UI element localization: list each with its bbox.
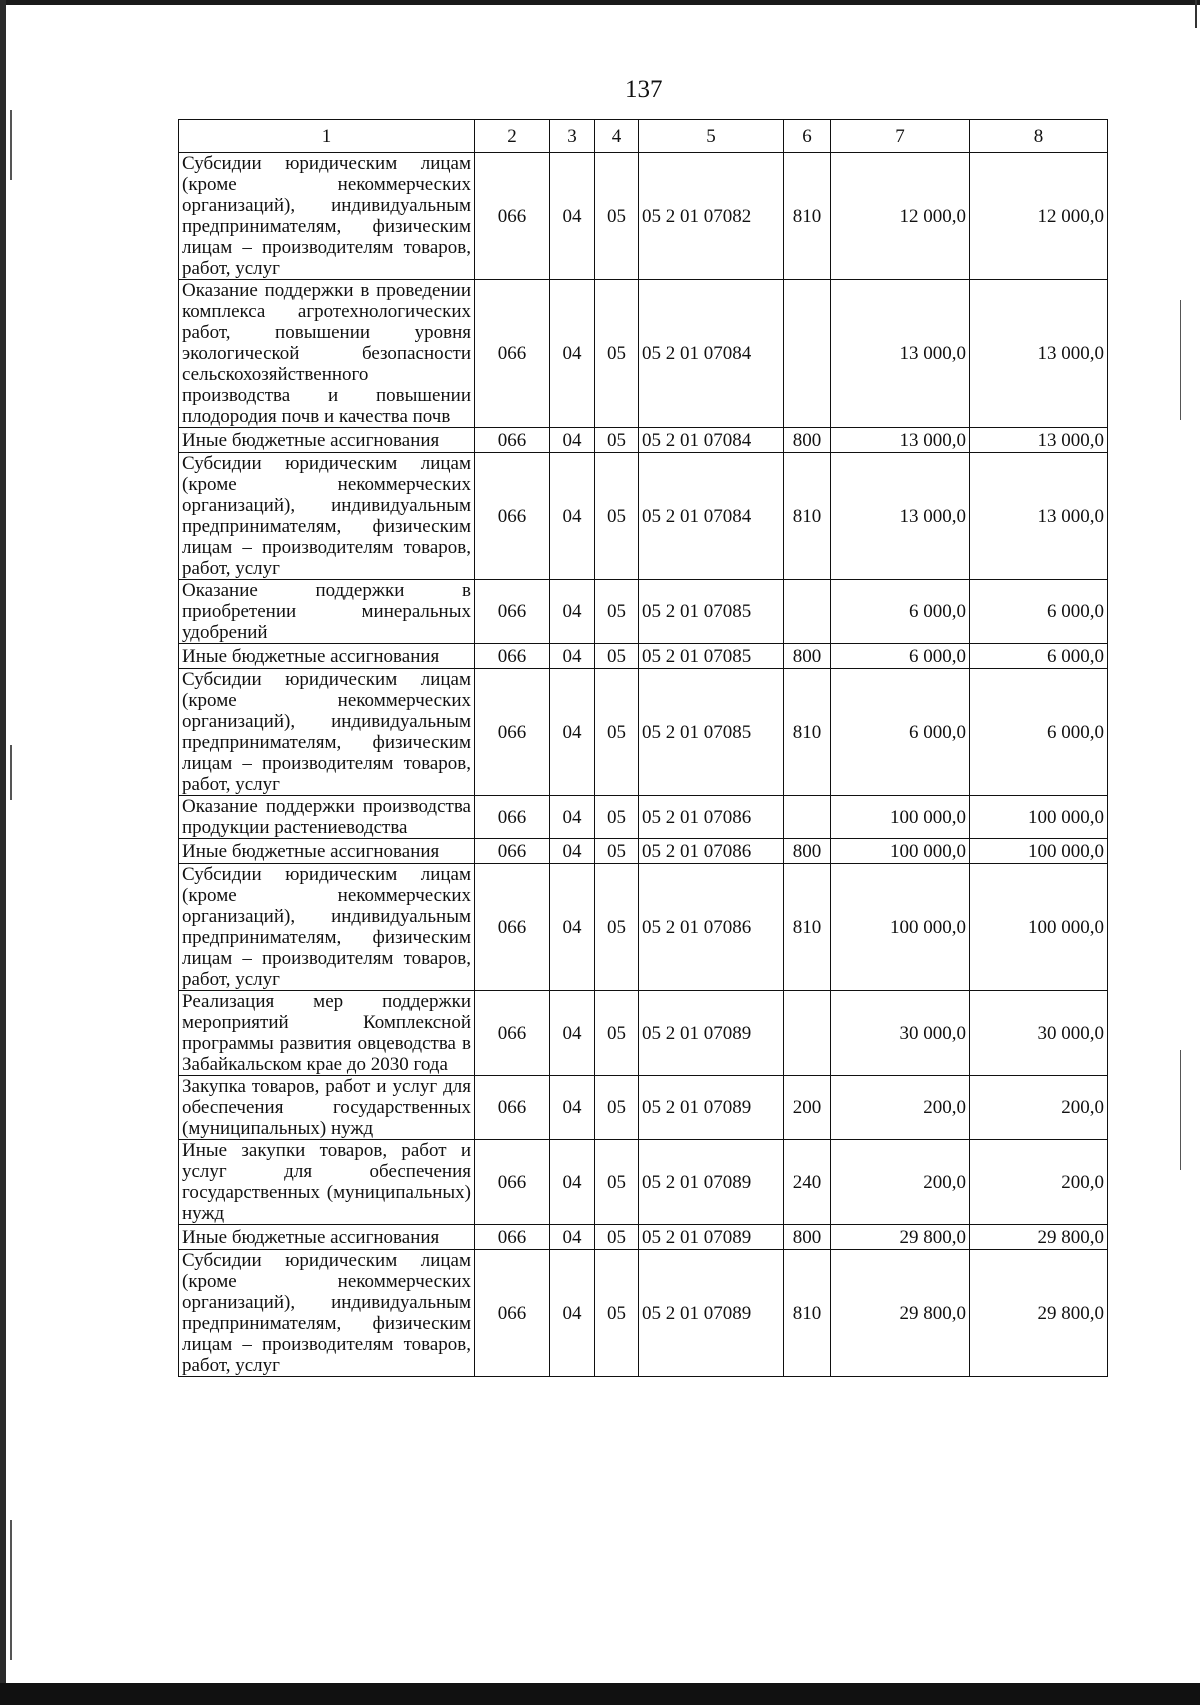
cell-amount-col7: 6 000,0: [831, 644, 970, 669]
table-row: [179, 1140, 1108, 1225]
cell-target-article: 05 2 01 07084: [639, 453, 784, 580]
page-number: 137: [625, 76, 663, 103]
cell-amount-col8: 6 000,0: [970, 669, 1108, 796]
cell-expense-type: 800: [784, 644, 831, 669]
cell-ministry: 066: [475, 453, 550, 580]
table-row: [179, 864, 1108, 991]
row-description: Иные бюджетные ассигнования: [179, 1225, 475, 1250]
row-description: Иные бюджетные ассигнования: [179, 644, 475, 669]
row-description: Субсидии юридическим лицам (кроме некоммерческих организаций), индивидуальным предпринимателям, физическим лицам – производителям товаров, работ, услуг: [179, 1250, 475, 1377]
cell-amount-col8: 200,0: [970, 1076, 1108, 1140]
cell-amount-col7: 29 800,0: [831, 1250, 970, 1377]
cell-section: 04: [550, 1076, 595, 1140]
scan-artifact-left: [10, 745, 12, 800]
cell-target-article: 05 2 01 07086: [639, 864, 784, 991]
cell-ministry: 066: [475, 991, 550, 1076]
table-row: [179, 839, 1108, 864]
cell-subsection: 05: [595, 580, 639, 644]
cell-section: 04: [550, 580, 595, 644]
cell-ministry: 066: [475, 280, 550, 428]
cell-amount-col8: 29 800,0: [970, 1250, 1108, 1377]
row-description: Реализация мер поддержки мероприятий Комплексной программы развития овцеводства в Забайкальском крае до 2030 года: [179, 991, 475, 1076]
cell-amount-col7: 6 000,0: [831, 669, 970, 796]
cell-subsection: 05: [595, 669, 639, 796]
table-header-row: [179, 120, 1108, 153]
cell-amount-col7: 30 000,0: [831, 991, 970, 1076]
cell-amount-col8: 100 000,0: [970, 839, 1108, 864]
cell-amount-col8: 6 000,0: [970, 580, 1108, 644]
row-description: Закупка товаров, работ и услуг для обеспечения государственных (муниципальных) нужд: [179, 1076, 475, 1140]
cell-amount-col7: 13 000,0: [831, 453, 970, 580]
cell-subsection: 05: [595, 153, 639, 280]
cell-expense-type: 810: [784, 453, 831, 580]
cell-subsection: 05: [595, 453, 639, 580]
cell-amount-col8: 200,0: [970, 1140, 1108, 1225]
cell-section: 04: [550, 1140, 595, 1225]
cell-subsection: 05: [595, 839, 639, 864]
cell-ministry: 066: [475, 796, 550, 839]
cell-ministry: 066: [475, 1225, 550, 1250]
cell-target-article: 05 2 01 07089: [639, 1140, 784, 1225]
cell-ministry: 066: [475, 669, 550, 796]
cell-subsection: 05: [595, 644, 639, 669]
cell-amount-col8: 100 000,0: [970, 796, 1108, 839]
cell-expense-type: 240: [784, 1140, 831, 1225]
cell-expense-type: 800: [784, 839, 831, 864]
cell-target-article: 05 2 01 07085: [639, 644, 784, 669]
scan-artifact-right: [1180, 1050, 1181, 1170]
cell-amount-col8: 12 000,0: [970, 153, 1108, 280]
table-row: [179, 280, 1108, 428]
scan-artifact-left: [10, 110, 12, 180]
column-header: 2: [475, 120, 550, 153]
cell-ministry: 066: [475, 1140, 550, 1225]
scan-artifact-right: [1180, 300, 1181, 420]
cell-ministry: 066: [475, 644, 550, 669]
cell-target-article: 05 2 01 07089: [639, 1225, 784, 1250]
cell-section: 04: [550, 453, 595, 580]
cell-section: 04: [550, 669, 595, 796]
cell-section: 04: [550, 1225, 595, 1250]
scan-edge-top: [0, 0, 1200, 5]
budget-table: [178, 119, 1108, 1377]
cell-expense-type: 810: [784, 1250, 831, 1377]
cell-expense-type: [784, 280, 831, 428]
cell-expense-type: [784, 796, 831, 839]
cell-section: 04: [550, 839, 595, 864]
scan-artifact-left: [10, 1520, 12, 1660]
column-header: 5: [639, 120, 784, 153]
cell-section: 04: [550, 864, 595, 991]
row-description: Субсидии юридическим лицам (кроме некоммерческих организаций), индивидуальным предпринимателям, физическим лицам – производителям товаров, работ, услуг: [179, 669, 475, 796]
cell-ministry: 066: [475, 580, 550, 644]
cell-amount-col7: 12 000,0: [831, 153, 970, 280]
row-description: Иные бюджетные ассигнования: [179, 428, 475, 453]
cell-subsection: 05: [595, 1076, 639, 1140]
cell-subsection: 05: [595, 991, 639, 1076]
cell-section: 04: [550, 1250, 595, 1377]
row-description: Оказание поддержки производства продукции растениеводства: [179, 796, 475, 839]
cell-target-article: 05 2 01 07089: [639, 1250, 784, 1377]
column-header: 8: [970, 120, 1108, 153]
row-description: Оказание поддержки в проведении комплекса агротехнологических работ, повышении уровня экологической безопасности сельскохозяйственного производства и повышении плодородия почв и качества почв: [179, 280, 475, 428]
row-description: Субсидии юридическим лицам (кроме некоммерческих организаций), индивидуальным предпринимателям, физическим лицам – производителям товаров, работ, услуг: [179, 153, 475, 280]
cell-amount-col7: 100 000,0: [831, 796, 970, 839]
cell-target-article: 05 2 01 07086: [639, 796, 784, 839]
cell-amount-col7: 13 000,0: [831, 280, 970, 428]
row-description: Иные бюджетные ассигнования: [179, 839, 475, 864]
cell-section: 04: [550, 991, 595, 1076]
cell-subsection: 05: [595, 864, 639, 991]
scan-edge-right: [1195, 0, 1197, 28]
cell-subsection: 05: [595, 280, 639, 428]
cell-subsection: 05: [595, 428, 639, 453]
cell-ministry: 066: [475, 864, 550, 991]
column-header: 3: [550, 120, 595, 153]
cell-section: 04: [550, 644, 595, 669]
cell-amount-col7: 6 000,0: [831, 580, 970, 644]
cell-ministry: 066: [475, 428, 550, 453]
cell-expense-type: 810: [784, 669, 831, 796]
cell-expense-type: 800: [784, 428, 831, 453]
cell-expense-type: [784, 991, 831, 1076]
table-row: [179, 1076, 1108, 1140]
cell-target-article: 05 2 01 07089: [639, 1076, 784, 1140]
column-header: 7: [831, 120, 970, 153]
cell-amount-col8: 13 000,0: [970, 428, 1108, 453]
cell-ministry: 066: [475, 1076, 550, 1140]
cell-amount-col8: 13 000,0: [970, 453, 1108, 580]
cell-subsection: 05: [595, 796, 639, 839]
cell-subsection: 05: [595, 1140, 639, 1225]
cell-expense-type: 810: [784, 153, 831, 280]
scan-edge-bottom: [0, 1683, 1200, 1705]
cell-target-article: 05 2 01 07082: [639, 153, 784, 280]
scan-edge-left: [0, 0, 6, 1705]
table-row: [179, 428, 1108, 453]
cell-amount-col7: 200,0: [831, 1076, 970, 1140]
cell-target-article: 05 2 01 07089: [639, 991, 784, 1076]
table-row: [179, 580, 1108, 644]
cell-target-article: 05 2 01 07084: [639, 428, 784, 453]
table-row: [179, 1250, 1108, 1377]
table-row: [179, 453, 1108, 580]
cell-ministry: 066: [475, 1250, 550, 1377]
cell-target-article: 05 2 01 07084: [639, 280, 784, 428]
row-description: Субсидии юридическим лицам (кроме некоммерческих организаций), индивидуальным предпринимателям, физическим лицам – производителям товаров, работ, услуг: [179, 453, 475, 580]
cell-ministry: 066: [475, 153, 550, 280]
row-description: Оказание поддержки в приобретении минеральных удобрений: [179, 580, 475, 644]
table-row: [179, 644, 1108, 669]
column-header: 6: [784, 120, 831, 153]
cell-target-article: 05 2 01 07085: [639, 669, 784, 796]
cell-amount-col8: 6 000,0: [970, 644, 1108, 669]
cell-amount-col8: 29 800,0: [970, 1225, 1108, 1250]
cell-target-article: 05 2 01 07085: [639, 580, 784, 644]
cell-section: 04: [550, 153, 595, 280]
table-row: [179, 669, 1108, 796]
cell-subsection: 05: [595, 1250, 639, 1377]
cell-section: 04: [550, 428, 595, 453]
column-header: 4: [595, 120, 639, 153]
cell-amount-col8: 100 000,0: [970, 864, 1108, 991]
cell-target-article: 05 2 01 07086: [639, 839, 784, 864]
cell-amount-col8: 30 000,0: [970, 991, 1108, 1076]
cell-section: 04: [550, 280, 595, 428]
cell-amount-col8: 13 000,0: [970, 280, 1108, 428]
cell-expense-type: 200: [784, 1076, 831, 1140]
table-row: [179, 796, 1108, 839]
cell-section: 04: [550, 796, 595, 839]
cell-expense-type: 810: [784, 864, 831, 991]
cell-ministry: 066: [475, 839, 550, 864]
row-description: Иные закупки товаров, работ и услуг для обеспечения государственных (муниципальных) нужд: [179, 1140, 475, 1225]
table-row: [179, 1225, 1108, 1250]
table-row: [179, 153, 1108, 280]
table-row: [179, 991, 1108, 1076]
cell-amount-col7: 200,0: [831, 1140, 970, 1225]
cell-expense-type: 800: [784, 1225, 831, 1250]
cell-expense-type: [784, 580, 831, 644]
cell-subsection: 05: [595, 1225, 639, 1250]
cell-amount-col7: 13 000,0: [831, 428, 970, 453]
column-header: 1: [179, 120, 475, 153]
row-description: Субсидии юридическим лицам (кроме некоммерческих организаций), индивидуальным предпринимателям, физическим лицам – производителям товаров, работ, услуг: [179, 864, 475, 991]
cell-amount-col7: 100 000,0: [831, 839, 970, 864]
cell-amount-col7: 29 800,0: [831, 1225, 970, 1250]
cell-amount-col7: 100 000,0: [831, 864, 970, 991]
